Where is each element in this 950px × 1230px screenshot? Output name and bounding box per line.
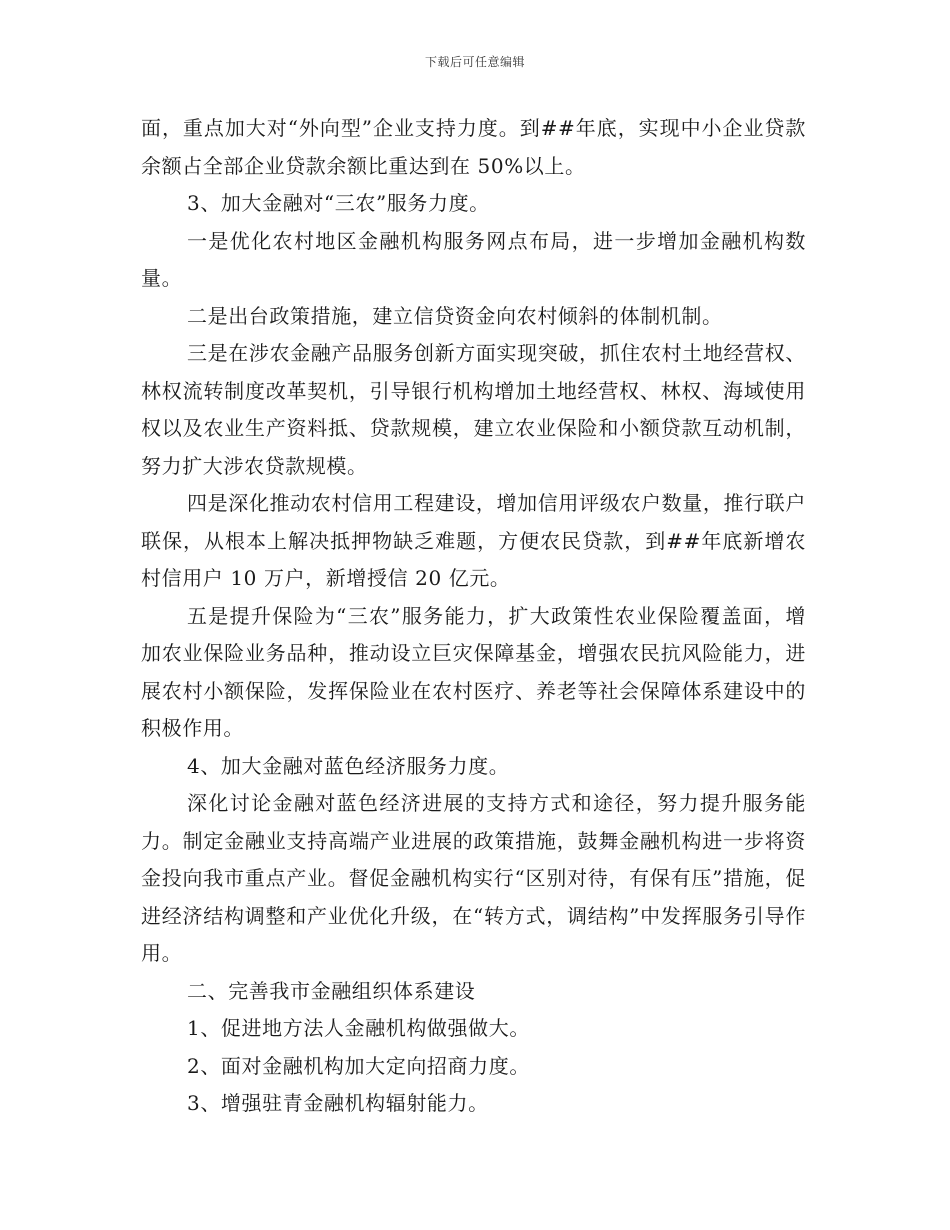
- paragraph: 二是出台政策措施，建立信贷资金向农村倾斜的体制机制。: [187, 303, 723, 328]
- list-item: 1、促进地方法人金融机构做强做大。: [187, 1016, 530, 1040]
- section-heading: 二、完善我市金融组织体系建设: [187, 978, 476, 1003]
- paragraph: 五是提升保险为“三农”服务能力，扩大政策性农业保险覆盖面，增加农业保险业务品种，推动设立巨灾保障基金，增强农民抗风险能力，进展农村小额保险，发挥保险业在农村医疗、养老等社会保障体系建设中的积极作用。: [141, 603, 806, 740]
- section-heading: 4、加大金融对蓝色经济服务力度。: [187, 753, 510, 778]
- paragraph: 深化讨论金融对蓝色经济进展的支持方式和途径，努力提升服务能力。制定金融业支持高端产业进展的政策措施，鼓舞金融机构进一步将资金投向我市重点产业。督促金融机构实行“区别对待，有保有压”措施，促进经济结构调整和产业优化升级，在“转方式，调结构”中发挥服务引导作用。: [141, 791, 806, 965]
- document-body: [141, 110, 806, 1123]
- section-heading: 3、加大金融对“三农”服务力度。: [187, 191, 490, 215]
- list-item: 3、增强驻青金融机构辐射能力。: [187, 1091, 489, 1115]
- paragraph: 面，重点加大对“外向型”企业支持力度。到##年底，实现中小企业贷款余额占全部企业贷款余额比重达到在 50%以上。: [141, 116, 806, 178]
- list-item: 2、面对金融机构加大定向招商力度。: [187, 1053, 530, 1078]
- header-note: 下载后可任意编辑: [424, 55, 525, 69]
- paragraph: 一是优化农村地区金融机构服务网点布局，进一步增加金融机构数量。: [141, 228, 806, 290]
- paragraph: 四是深化推动农村信用工程建设，增加信用评级农户数量，推行联户联保，从根本上解决抵押物缺乏难题，方便农民贷款，到##年底新增农村信用户 10 万户，新增授信 20 亿元。: [141, 491, 806, 590]
- paragraph: 三是在涉农金融产品服务创新方面实现突破，抓住农村土地经营权、林权流转制度改革契机，引导银行机构增加土地经营权、林权、海域使用权以及农业生产资料抵、贷款规模，建立农业保险和小额贷款互动机制，努力扩大涉农贷款规模。: [141, 341, 806, 478]
